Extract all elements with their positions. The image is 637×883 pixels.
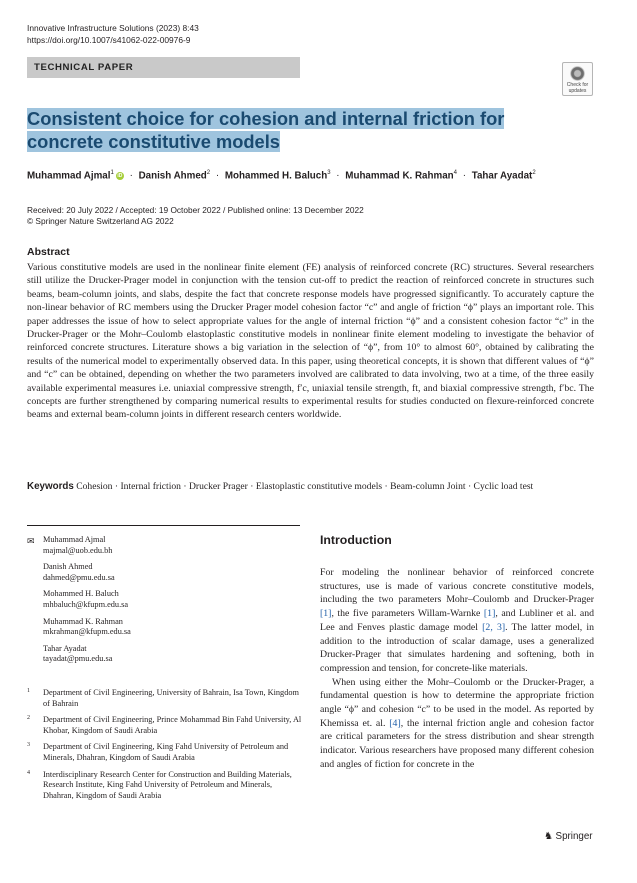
check-updates-icon <box>570 66 585 81</box>
author-name[interactable]: Muhammad K. Rahman <box>345 170 454 182</box>
keyword[interactable]: Drucker Prager <box>188 481 248 492</box>
affiliation-text: Interdisciplinary Research Center for Construction and Building Materials, Research Institute, King Fahd University of Petroleum and Minerals, Dhahran, Kingdom of Saudi Arabia <box>43 769 292 800</box>
contact-name: Muhammad Ajmal <box>43 535 106 544</box>
contact-email[interactable]: tayadat@pmu.edu.sa <box>43 654 113 664</box>
check-updates-label: Check for updates <box>566 82 589 94</box>
affiliation-entry <box>27 688 302 709</box>
affiliations <box>27 688 302 807</box>
doi-link[interactable]: https://doi.org/10.1007/s41062-022-00976-9 <box>27 35 191 45</box>
keywords-label: Keywords <box>27 481 74 492</box>
abstract-text: Various constitutive models are used in the nonlinear finite element (FE) analysis of reinforced concrete (RC) structures. Several researchers still utilize the Drucker-Prager model in conjunction with the tension cut-off to predict the reaction of reinforced concrete in structures such beams, beam-column joints, and slabs, despite the fact that concrete response models have progressed significantly. To accurately capture the non-linear behavior of RC members using the Drucker Prager model cohesion factor “c” and angle of friction “ϕ” plays an important role. This paper addresses the issue of how to select appropriate values for the angle of internal friction “ϕ” and a consistent cohesion factor “c” in the Drucker-Prager or the Mohr–Coulomb elastoplastic constitutive models in nonlinear finite element modeling to investigate the behavior of reinforced concrete structures. Literature shows a big variation in the selection of “ϕ”, from 10° to almost 60°, obtained by calibrating the results of the numerical model to experimentally observed data. In this paper, using theoretical concepts, it is shown that different values of “ϕ” and “c” can be obtained, depending on whether the two parameters involved are calibrated to data involving, two at a time, of the three easily available experimental measures i.e. uniaxial compressive strength, f′c, uniaxial tensile strength, ft, and biaxial compressive strength, f′bc. The concepts are further strengthened by comparing numerical results to experimental results for studies conducted on flexure-reinforced concrete beams and external beam-column joints in different research centers worldwide. <box>27 262 594 421</box>
keyword[interactable]: Beam-column Joint <box>390 481 466 492</box>
author-affil-number: 2 <box>532 170 536 176</box>
intro-text: , and Lubliner et al. and Lee and Fenves plastic damage model <box>320 608 594 633</box>
springer-horse-icon: ♞ <box>544 831 553 842</box>
journal-header <box>27 22 199 46</box>
introduction-body <box>320 566 594 772</box>
contact-email[interactable]: dahmed@pmu.edu.sa <box>43 572 115 582</box>
affiliation-number: 1 <box>27 688 30 694</box>
author-name[interactable]: Muhammad Ajmal <box>27 170 111 182</box>
intro-text: For modeling the nonlinear behavior of reinforced concrete structures, use is made of various concrete constitutive models, including the two parameters Mohr–Coulomb and Drucker-Prager <box>320 567 594 606</box>
intro-text: , the internal friction angle and cohesion factor are critical parameters for the stress distribution and shear strength indicator. Various researchers have proposed many different cohesion and angles of fiction for concrete in the <box>320 717 594 770</box>
abstract-heading: Abstract <box>27 246 70 258</box>
contact-entry <box>43 589 302 610</box>
publisher-logo <box>544 831 593 842</box>
dates-line: Received: 20 July 2022 / Accepted: 19 October 2022 / Published online: 13 December 2022 <box>27 205 364 215</box>
contact-entry <box>43 617 302 638</box>
contact-entry <box>43 535 302 556</box>
keyword[interactable]: Elastoplastic constitutive models <box>255 481 383 492</box>
publication-dates <box>27 205 364 226</box>
intro-paragraph <box>320 676 594 772</box>
contact-email[interactable]: mkrahman@kfupm.edu.sa <box>43 627 131 637</box>
author-separator: · <box>129 170 133 182</box>
contact-name: Muhammad K. Rahman <box>43 616 123 626</box>
keyword[interactable]: Cohesion <box>76 481 113 492</box>
keyword[interactable]: Internal friction <box>120 481 181 492</box>
paper-type-badge: TECHNICAL PAPER <box>27 57 300 78</box>
paper-title <box>27 107 527 153</box>
footnote-divider <box>27 525 300 526</box>
affiliation-entry <box>27 742 302 763</box>
contact-entry <box>43 562 302 583</box>
introduction-heading: Introduction <box>320 533 392 547</box>
check-for-updates-button[interactable] <box>562 62 593 96</box>
author-name[interactable]: Danish Ahmed <box>138 170 207 182</box>
author-affil-number: 1 <box>110 170 114 176</box>
affiliation-text: Department of Civil Engineering, University of Bahrain, Isa Town, Kingdom of Bahrain <box>43 688 299 708</box>
journal-citation: Innovative Infrastructure Solutions (2023) 8:43 <box>27 23 199 33</box>
orcid-icon[interactable]: iD <box>117 173 123 180</box>
author-separator: · <box>215 170 220 182</box>
keyword-list: Cohesion · Internal friction · Drucker Prager · Elastoplastic constitutive models · Beam-column Joint · Cyclic load test <box>76 481 534 492</box>
author-affil-number: 4 <box>453 170 457 176</box>
affiliation-number: 3 <box>27 742 30 749</box>
affiliation-number: 2 <box>27 715 30 722</box>
contact-email[interactable]: majmal@uob.edu.bh <box>43 545 113 555</box>
contact-name: Mohammed H. Baluch <box>43 589 119 599</box>
keyword[interactable]: Cyclic load test <box>473 481 534 492</box>
citation-link[interactable]: [1] <box>320 608 332 620</box>
contact-name: Danish Ahmed <box>43 562 93 572</box>
author-separator: · <box>462 170 466 182</box>
author-name[interactable]: Tahar Ayadat <box>471 170 533 182</box>
affiliation-number: 4 <box>27 769 30 776</box>
affiliation-text: Department of Civil Engineering, King Fahd University of Petroleum and Minerals, Dhahran, Kingdom of Saudi Arabia <box>43 742 289 762</box>
keywords <box>27 480 594 493</box>
contact-entry <box>43 644 302 665</box>
author-separator: · <box>336 170 340 182</box>
affiliation-entry <box>27 770 302 802</box>
copyright-line: © Springer Nature Switzerland AG 2022 <box>27 215 174 226</box>
paper-title-text: Consistent choice for cohesion and internal friction for concrete constitutive models <box>27 108 505 152</box>
envelope-icon: ✉ <box>27 536 35 546</box>
affiliation-entry <box>27 715 302 736</box>
intro-paragraph <box>320 566 594 676</box>
intro-text: , the five parameters Willam-Warnke <box>331 608 484 620</box>
contact-email[interactable]: mhbaluch@kfupm.edu.sa <box>43 599 129 609</box>
citation-link[interactable]: [4] <box>389 717 401 729</box>
contact-name: Tahar Ayadat <box>43 643 87 653</box>
citation-link[interactable]: [1] <box>483 608 496 620</box>
correspondence-block <box>27 535 302 671</box>
author-affil-number: 2 <box>206 170 211 176</box>
affiliation-text: Department of Civil Engineering, Prince Mohammad Bin Fahd University, Al Khobar, Kingdom of Saudi Arabia <box>43 715 302 735</box>
publisher-name: Springer <box>555 831 593 842</box>
intro-text: When using either the Mohr–Coulomb or the Drucker-Prager, a fundamental question is how to determine the appropriate friction angle “ϕ” and cohesion “c” to be used in the model. As reported by Khemissa et. al. <box>320 676 594 729</box>
author-name[interactable]: Mohammed H. Baluch <box>224 170 328 182</box>
intro-text: . The latter model, in addition to the introduction of scalar damage, uses a generalized Drucker-Prager that simulates hardening and softening, both in compression and tension, for concrete-like materials. <box>320 621 594 674</box>
author-affil-number: 3 <box>327 170 331 176</box>
author-list <box>27 167 536 182</box>
citation-link[interactable]: [2, 3] <box>482 621 506 633</box>
